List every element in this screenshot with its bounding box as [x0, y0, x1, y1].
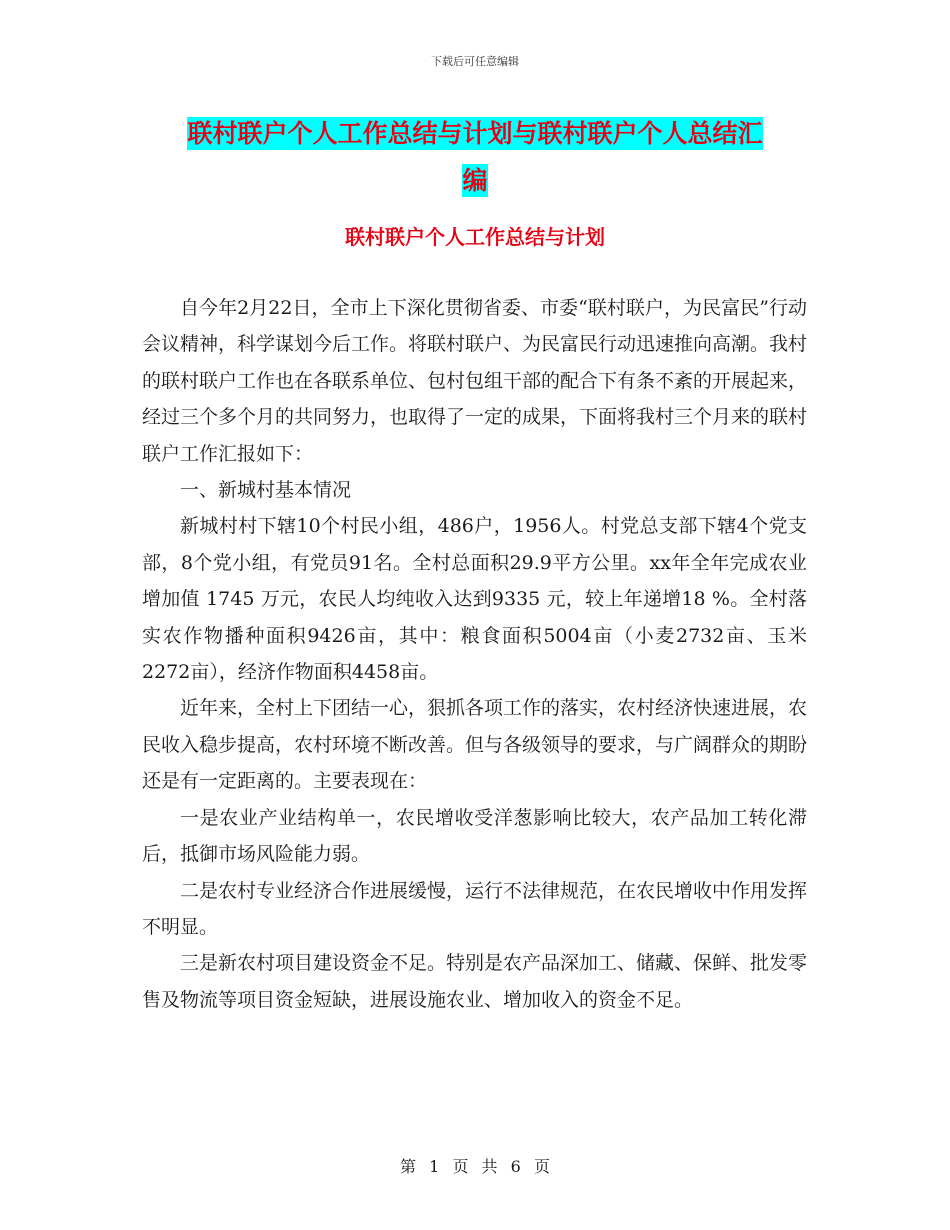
paragraph: 近年来，全村上下团结一心，狠抓各项工作的落实，农村经济快速进展，农民收入稳步提高，农村环境不断改善。但与各级领导的要求，与广阔群众的期盼还是有一定距离的。主要表现在：	[142, 697, 808, 793]
footer-total-label: 共	[481, 1157, 498, 1176]
body-text	[142, 290, 807, 1018]
paragraph: 二是农村专业经济合作进展缓慢，运行不法律规范，在农民增收中作用发挥不明显。	[142, 879, 808, 938]
header-note: 下载后可任意编辑	[431, 55, 519, 68]
footer-prefix: 第	[400, 1157, 417, 1176]
paragraph: 自今年2月22日，全市上下深化贯彻省委、市委“联村联户，为民富民”行动会议精神，科学谋划今后工作。将联村联户、为民富民行动迅速推向高潮。我村的联村联户工作也在各联系单位、包村包组干部的配合下有条不紊的开展起来，经过三个多个月的共同努力，也取得了一定的成果，下面将我村三个月来的联村联户工作汇报如下：	[142, 297, 808, 465]
footer-suffix: 页	[533, 1157, 550, 1176]
footer-middle: 页	[452, 1157, 469, 1176]
footer-total-pages: 6	[510, 1157, 521, 1176]
document-title-line2: 编	[462, 166, 488, 195]
paragraph: 一是农业产业结构单一，农民增收受洋葱影响比较大，农产品加工转化滞后，抵御市场风险能力弱。	[142, 806, 807, 866]
paragraph: 三是新农村项目建设资金不足。特别是农产品深加工、储藏、保鲜、批发零售及物流等项目资金短缺，进展设施农业、增加收入的资金不足。	[142, 952, 808, 1011]
section-title: 联村联户个人工作总结与计划	[345, 225, 605, 249]
footer-page-number: 1	[429, 1157, 440, 1176]
document-title	[150, 110, 800, 204]
document-title-line1: 联村联户个人工作总结与计划与联村联户个人总结汇	[187, 119, 763, 148]
paragraph: 一、新城村基本情况	[180, 479, 352, 502]
page-footer	[0, 1154, 950, 1177]
paragraph: 新城村村下辖10个村民小组，486户，1956人。村党总支部下辖4个党支部，8个党小组，有党员91名。全村总面积29.9平方公里。xx年全年完成农业增加值 1745 万元，农民人均纯收入达到9335 元，较上年递增18 %。全村落实农作物播种面积9426亩，其中：粮食面积5004亩（小麦2732亩、玉米2272亩），经济作物面积4458亩。	[142, 515, 807, 684]
